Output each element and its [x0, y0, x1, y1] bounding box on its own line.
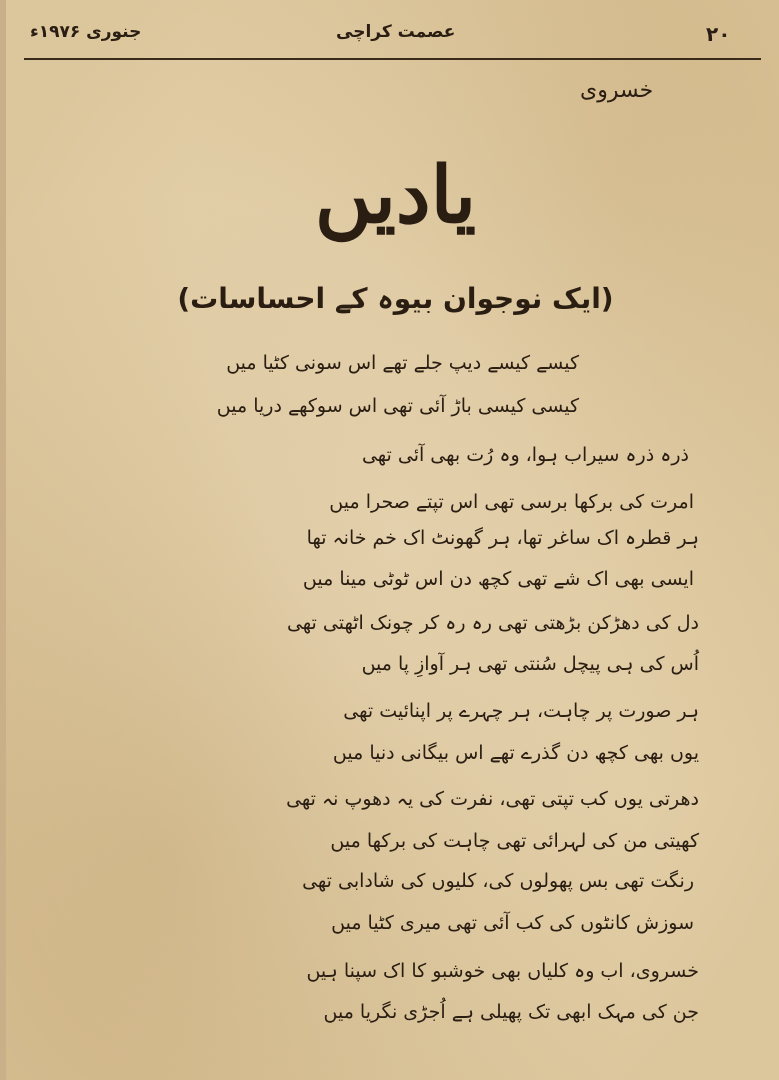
- magazine-name: عصمت کراچی: [336, 22, 456, 42]
- verse-line: ہر صورت پر چاہت، ہر چہرے پر اپنائیت تھی: [343, 700, 699, 722]
- verse-line: سوزش کانٹوں کی کب آئی تھی میری کٹیا میں: [331, 912, 694, 934]
- issue-date: جنوری ۱۹۷۶ء: [30, 22, 142, 42]
- poem-title: یادیں: [314, 150, 477, 241]
- author-name: خسروی: [580, 78, 654, 103]
- verse-line: دھرتی یوں کب تپتی تھی، نفرت کی یہ دھوپ نہ تھی: [286, 788, 699, 810]
- verse-line: یوں بھی کچھ دن گذرے تھے اس بیگانی دنیا میں: [332, 742, 699, 764]
- verse-line: رنگت تھی بس پھولوں کی، کلیوں کی شادابی تھی: [302, 870, 694, 892]
- verse-line: جن کی مہک ابھی تک پھیلی ہے اُجڑی نگریا میں: [323, 1001, 699, 1023]
- verse-line: کیسے کیسے دیپ جلے تھے اس سونی کٹیا میں: [226, 352, 579, 374]
- verse-line: اُس کی ہی پیچل سُنتی تھی ہر آوازِ پا میں: [361, 653, 699, 675]
- verse-line: امرت کی برکھا برسی تھی اس تپتے صحرا میں: [329, 491, 694, 513]
- verse-line: کیسی کیسی باڑ آئی تھی اس سوکھے دریا میں: [216, 395, 579, 417]
- header-divider: [24, 58, 761, 60]
- verse-line: ایسی بھی اک شے تھی کچھ دن اس ٹوٹی مینا میں: [302, 568, 694, 590]
- verse-line: ذرہ ذرہ سیراب ہوا، وہ رُت بھی آئی تھی: [361, 444, 689, 466]
- verse-line: کھیتی من کی لہرائی تھی چاہت کی برکھا میں: [330, 830, 699, 852]
- verse-line: دل کی دھڑکن بڑھتی تھی رہ رہ کر چونک اٹھتی تھی: [286, 612, 699, 634]
- verse-line: ہر قطرہ اک ساغر تھا، ہر گھونٹ اک خم خانہ تھا: [306, 527, 699, 549]
- verse-line: خسروی، اب وہ کلیاں بھی خوشبو کا اک سپنا ہیں: [306, 960, 699, 982]
- page-number: ۲۰: [706, 22, 731, 46]
- poem-subtitle: (ایک نوجوان بیوہ کے احساسات): [177, 282, 614, 315]
